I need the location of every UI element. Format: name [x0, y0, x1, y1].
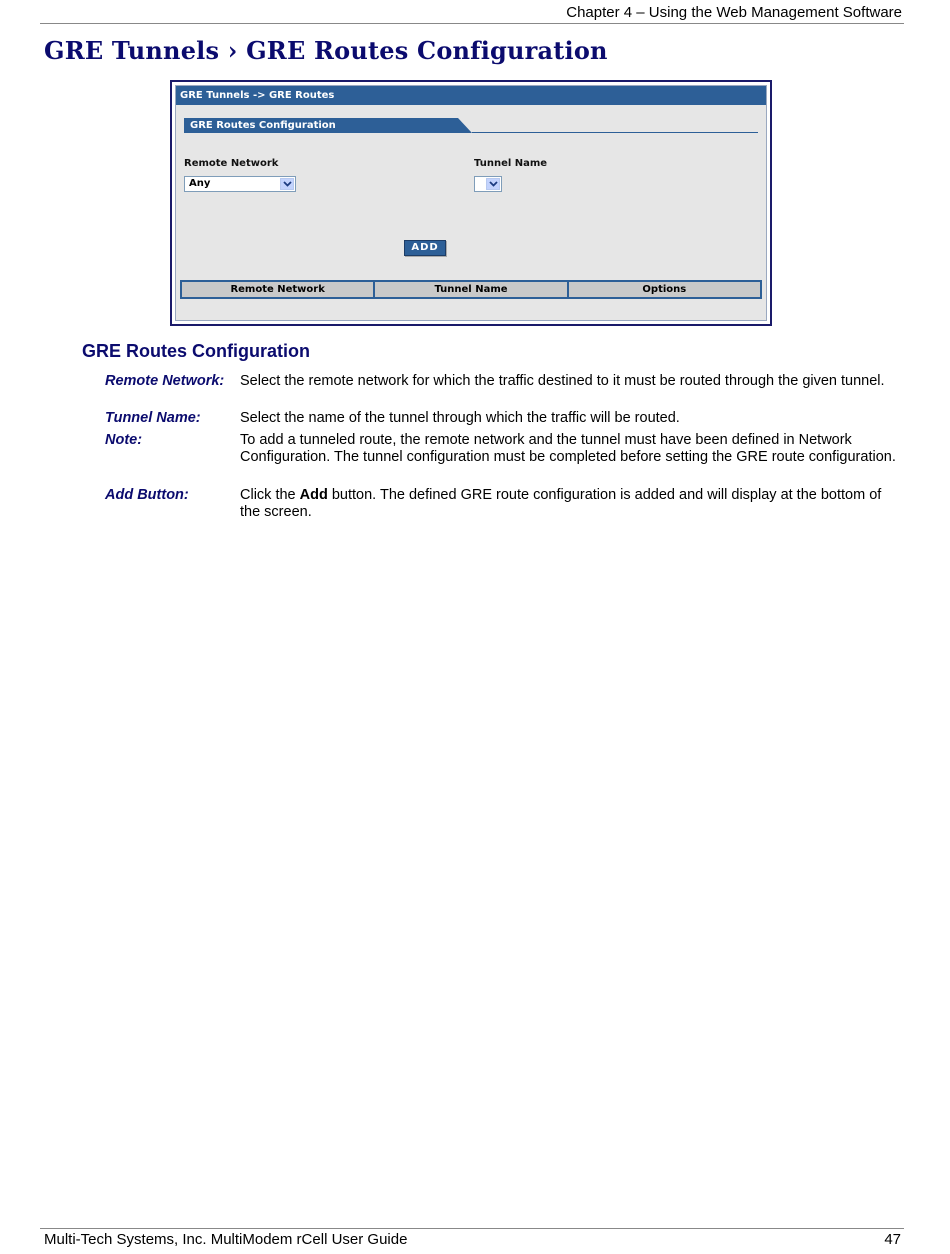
- column-header[interactable]: Remote Network: [182, 282, 375, 297]
- section-rule: [472, 132, 758, 133]
- desc-bold: Add: [299, 487, 328, 503]
- remote-network-value: Any: [189, 178, 211, 189]
- chapter-header: Chapter 4 – Using the Web Management Software: [566, 4, 902, 21]
- footer-divider: [40, 1228, 904, 1229]
- column-header[interactable]: Options: [642, 284, 687, 295]
- screenshot-panel: [175, 85, 767, 321]
- page-title: GRE Tunnels › GRE Routes Configuration: [44, 36, 608, 65]
- definition-term: Remote Network:: [105, 373, 225, 389]
- chevron-down-icon[interactable]: [280, 178, 294, 190]
- section-tab-slant: [458, 118, 472, 133]
- tunnel-name-select[interactable]: [474, 176, 502, 192]
- screenshot-frame: [170, 80, 772, 326]
- definition-term: Add Button:: [105, 487, 189, 503]
- definition-term: Note:: [105, 432, 143, 448]
- desc-text: Click the: [240, 487, 300, 503]
- header-divider: [40, 23, 904, 24]
- definition-desc: Select the remote network for which the traffic destined to it must be routed through the given tunnel.: [240, 373, 885, 389]
- definition-desc: Select the name of the tunnel through which the traffic will be routed.: [240, 410, 680, 426]
- section-heading: GRE Routes Configuration: [82, 341, 310, 361]
- definition-term: Tunnel Name:: [105, 410, 201, 426]
- desc-text: button. The defined GRE route configuration is added and will display at the bottom of the screen.: [240, 487, 882, 520]
- definition-desc: [240, 487, 900, 521]
- page-number: 47: [884, 1231, 901, 1248]
- section-tab: GRE Routes Configuration: [184, 118, 458, 133]
- routes-table-header: [180, 280, 762, 299]
- remote-network-select[interactable]: [184, 176, 296, 192]
- tunnel-name-label: Tunnel Name: [474, 158, 548, 169]
- definition-desc: To add a tunneled route, the remote network and the tunnel must have been defined in Network Configuration. The tunnel configuration must be completed before setting the GRE route configuration.: [240, 432, 896, 465]
- column-header[interactable]: Tunnel Name: [375, 282, 568, 297]
- remote-network-label: Remote Network: [184, 158, 279, 169]
- chevron-down-icon[interactable]: [486, 178, 500, 190]
- footer-guide-title: Multi-Tech Systems, Inc. MultiModem rCell User Guide: [44, 1231, 408, 1248]
- window-title: GRE Tunnels -> GRE Routes: [176, 86, 766, 105]
- add-button[interactable]: ADD: [404, 240, 446, 256]
